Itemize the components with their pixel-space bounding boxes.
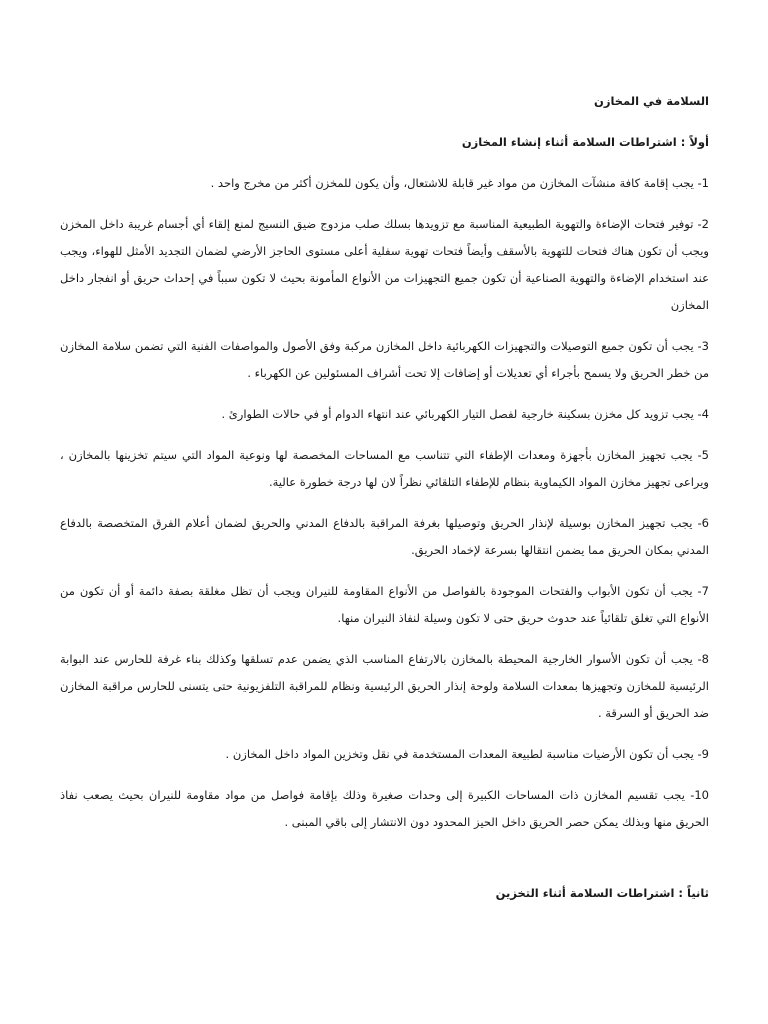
requirement-item-5: 5- يجب تجهيز المخازن بأجهزة ومعدات الإطفاء التي تتناسب مع المساحات المخصصة لها ونوعية المواد التي سيتم تخزينها بالمخازن ، ويراعى تجهيز مخازن المواد الكيماوية بنظام للإطفاء التلقائي نظراً لان لها درجة خطورة عالية. <box>60 448 709 489</box>
requirement-item-2: 2- توفير فتحات الإضاءة والتهوية الطبيعية المناسبة مع تزويدها بسلك صلب مزدوج ضيق النسيج لمنع إلقاء أي أجسام غريبة داخل المخزن ويجب أن تكون هناك فتحات للتهوية بالأسقف وأيضاً فتحات تهوية سفلية أعلى مستوى الحاجز الأرضي لضمان التجديد الأمثل للهواء، ويجب عند استخدام الإضاءة والتهوية الصناعية أن تكون جميع التجهيزات من الأنواع المأمونة بحيث لا تكون سبباً في إحداث حريق أو انفجار داخل المخازن <box>60 217 709 312</box>
section-heading-construction: أولاً : اشتراطات السلامة أثناء إنشاء المخازن <box>461 135 709 149</box>
requirement-item-7: 7- يجب أن تكون الأبواب والفتحات الموجودة بالفواصل من الأنواع المقاومة للنيران ويجب أن تظل مغلقة بصفة دائمة أو أن تكون من الأنواع التي تغلق تلقائياً عند حدوث حريق حتى لا تكون وسيلة لنفاذ النيران منها. <box>60 584 709 625</box>
requirement-item-8: 8- يجب أن تكون الأسوار الخارجية المحيطة بالمخازن بالارتفاع المناسب الذي يضمن عدم تسلقها وكذلك بناء غرفة للحارس عند البوابة الرئيسية للمخازن وتجهيزها بمعدات السلامة ولوحة إنذار الحريق الرئيسية ونظام للمراقبة التلفزيونية حتى يتسنى للحارس مراقبة المخازن ضد الحريق أو السرقة . <box>60 652 709 720</box>
document-page <box>60 88 709 921</box>
requirement-item-6: 6- يجب تجهيز المخازن بوسيلة لإنذار الحريق وتوصيلها بغرفة المراقبة بالدفاع المدني والحريق لضمان أعلام الفرق المتخصصة بالدفاع المدني بمكان الحريق مما يضمن انتقالها بسرعة لإخماد الحريق. <box>60 516 709 557</box>
document-title: السلامة في المخازن <box>594 94 709 108</box>
requirement-item-10: 10- يجب تقسيم المخازن ذات المساحات الكبيرة إلى وحدات صغيرة وذلك بإقامة فواصل من مواد مقاومة للنيران بحيث يصعب نفاذ الحريق منها وبذلك يمكن حصر الحريق داخل الحيز المحدود دون الانتشار إلى باقي المبنى . <box>60 788 709 829</box>
requirement-item-9: 9- يجب أن تكون الأرضيات مناسبة لطبيعة المعدات المستخدمة في نقل وتخزين المواد داخل المخازن . <box>225 747 709 761</box>
requirement-item-4: 4- يجب تزويد كل مخزن بسكينة خارجية لفصل التيار الكهربائي عند انتهاء الدوام أو في حالات الطوارئ . <box>221 407 709 421</box>
requirement-item-3: 3- يجب أن تكون جميع التوصيلات والتجهيزات الكهربائية داخل المخازن مركبة وفق الأصول والمواصفات الفنية التي تضمن سلامة المخازن من خطر الحريق ولا يسمح بأجراء أي تعديلات أو إضافات إلا تحت أشراف المسئولين عن الكهرباء . <box>60 339 709 380</box>
requirement-item-1: 1- يجب إقامة كافة منشآت المخازن من مواد غير قابلة للاشتعال، وأن يكون للمخزن أكثر من مخرج واحد . <box>210 176 709 190</box>
section-heading-storage: ثانياً : اشتراطات السلامة أثناء التخزين <box>495 886 709 900</box>
